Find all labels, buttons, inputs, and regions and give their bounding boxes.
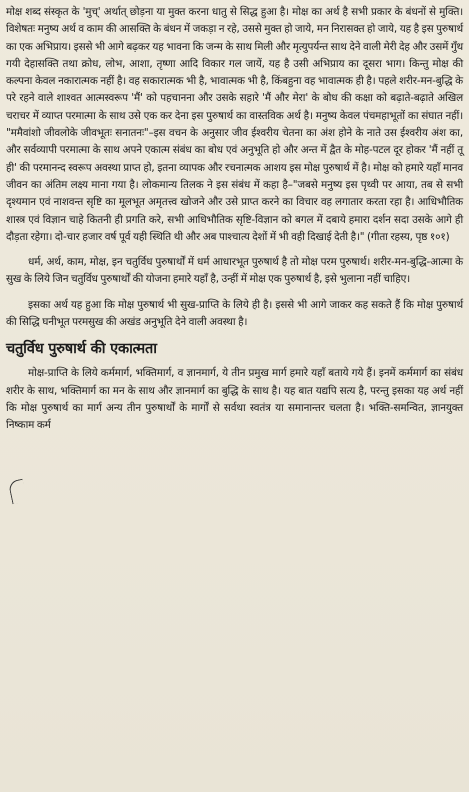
section-heading: चतुर्विध पुरुषार्थ की एकात्मता [6,341,157,358]
paragraph-moksha-meaning: मोक्ष शब्द संस्कृत के 'मुच्' अर्थात् छोड़ना या मुक्त करना धातु से सिद्ध हुआ है। मोक्ष का अर्थ है सभी प्रकार के बंधनों से मुक्ति। विशेषतः मनुष्य अर्थ व काम की आसक्ति के बंधन में जकड़ा न रहे, उससे मुक्त हो जाये, मन निरासक्त हो जाये, यह है इस पुरुषार्थ का एक अभिप्राय। इससे भी आगे बढ़कर यह भावना कि जन्म के साथ मिली और मृत्युपर्यन्त साथ देने वाली मेरी देह और उसमें गुँथ गयी देहासक्ति तथा क्रोध, लोभ, आशा, तृष्णा आदि विकार गल जायें, यह है उसी अभिप्राय का दूसरा भाग। किन्तु मोक्ष की कल्पना केवल नकारात्मक नहीं है। वह सकारात्मक भी है, भावात्मक भी है, किंबहुना वह भावात्मक ही है। पहले शरीर-मन-बुद्धि के परे रहने वाले शाश्वत आत्मस्वरूप 'मैं' को पहचानना और उसके सहारे 'मैं और मेरा' के बोध की कक्षा को बढ़ाते-बढ़ाते अखिल चराचर में व्याप्त परमात्मा के साथ उसे एक कर देना इस पुरुषार्थ का वास्तविक अर्थ है। मनुष्य केवल पंचमहाभूतों का संघात नहीं। "ममैवांशो जीवलोके जीवभूतः सनातनः"–इस वचन के अनुसार जीव ईश्वरीय चेतना का अंश होने के नाते उस ईश्वरीय अंश का, और सर्वव्यापी परमात्मा के साथ अपने एकात्म संबंध का बोध एवं अनुभूति हो और अन्त में द्वैत के मोह-पटल दूर होकर 'मैं नहीं तू ही' की परमानन्द स्वरूप अवस्था प्राप्त हो, इतना व्यापक और रचनात्मक आशय इस मोक्ष पुरुषार्थ में है। मोक्ष को हमारे यहाँ मानव जीवन का अंतिम लक्ष्य माना गया है। लोकमान्य तिलक ने इस संबंध में कहा है–"जबसे मनुष्य इस पृथ्वी पर आया, तब से सभी दृश्यमान एवं नाशवन्त सृष्टि का मूलभूत अमृतत्त्व खोजने और उसे प्राप्त करने का विचार वह लगातार करता रहा है। आधिभौतिक शास्त्र एवं विज्ञान चाहे कितनी ही प्रगति करे, सभी आधिभौतिक सृष्टि-विज्ञान को बगल में दबाये हमारा दर्शन सदा उसके आगे ही दौड़ता रहेगा। दो-चार हजार वर्ष पूर्व यही स्थिति थी और अब पाश्चात्य देशों में भी वही दिखाई देती है।" (गीता रहस्य, पृष्ठ १०१) [6,6,464,243]
paragraph-chaturvidh-purusharth: धर्म, अर्थ, काम, मोक्ष, इन चतुर्विध पुरुषार्थों में धर्म आधारभूत पुरुषार्थ है तो मोक्ष परम पुरुषार्थ। शरीर-मन-बुद्धि-आत्मा के सुख के लिये जिन चतुर्विध पुरुषार्थों की योजना हमारे यहाँ है, उन्हीं में मोक्ष एक पुरुषार्थ है, इसे भुलाना नहीं चाहिए। [6,256,463,286]
paragraph-sukh-prapti: इसका अर्थ यह हुआ कि मोक्ष पुरुषार्थ भी सुख-प्राप्ति के लिये ही है। इससे भी आगे जाकर कह सकते हैं कि मोक्ष पुरुषार्थ की सिद्धि घनीभूत परमसुख की अखंड अनुभूति देने वाली अवस्था है। [6,298,463,329]
handwritten-bracket-mark [8,479,27,505]
paragraph-moksha-marg: मोक्ष-प्राप्ति के लिये कर्ममार्ग, भक्तिमार्ग, व ज्ञानमार्ग, ये तीन प्रमुख मार्ग हमारे यहाँ बताये गये हैं। इनमें कर्ममार्ग का संबंध शरीर के साथ, भक्तिमार्ग का मन के साथ और ज्ञानमार्ग का बुद्धि के साथ है। यह बात यद्यपि सत्य है, परन्तु इसका यह अर्थ नहीं कि मोक्ष पुरुषार्थ का मार्ग अन्य तीन पुरुषार्थों के मार्गों से सर्वथा स्वतंत्र या समानान्तर चलता है। भक्ति-समन्वित, ज्ञानयुक्त निष्काम कर्म [6,367,463,432]
